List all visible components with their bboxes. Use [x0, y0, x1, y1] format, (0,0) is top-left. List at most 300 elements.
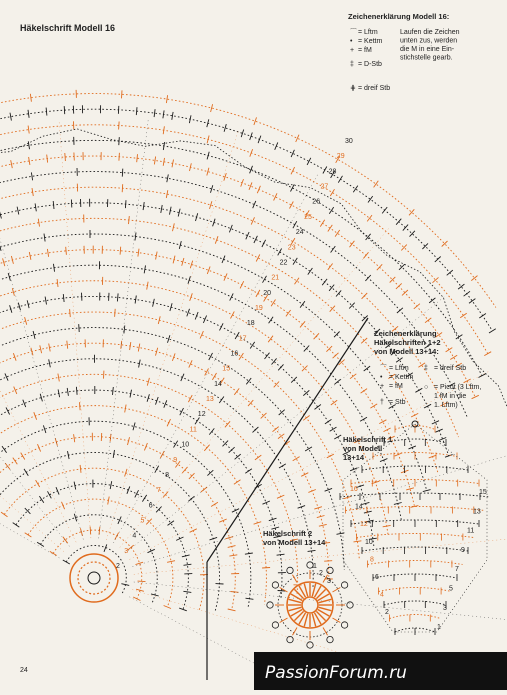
stitch-mark	[212, 373, 216, 380]
stitch-mark	[161, 205, 162, 213]
stitch-mark	[66, 247, 67, 255]
stitch-mark	[253, 201, 256, 208]
legend16-symbol: ⌒	[350, 28, 357, 36]
stitch-mark	[432, 421, 439, 424]
stitch-mark	[187, 309, 190, 317]
stitch-mark	[67, 341, 68, 349]
stitch-mark	[166, 95, 167, 103]
stitch-mark	[384, 428, 391, 432]
stitch-mark	[122, 90, 123, 98]
stitch-mark	[62, 502, 65, 509]
stitch-mark	[411, 413, 418, 417]
stitch-mark	[425, 318, 431, 323]
stitch-mark	[176, 537, 183, 540]
chart-round-30	[0, 94, 496, 308]
stitch-mark	[18, 303, 20, 311]
round-number: 27	[321, 184, 329, 191]
stitch-mark	[286, 310, 291, 316]
stitch-mark	[460, 313, 467, 318]
stitch-mark	[424, 404, 431, 408]
stitch-mark	[323, 167, 327, 174]
stitch-mark	[115, 309, 116, 317]
stitch-mark	[291, 167, 295, 174]
chart2-center-ring	[302, 597, 318, 613]
stitch-mark	[53, 201, 54, 209]
stitch-mark	[272, 358, 277, 364]
chart-round-19	[0, 265, 402, 521]
chart-round-6	[4, 468, 204, 611]
chart2-title-line: von Modell 13+14	[263, 538, 326, 547]
legend1314-label: = Kettm	[389, 374, 413, 381]
legend16-symbol: •	[350, 38, 353, 45]
stitch-mark	[47, 249, 48, 257]
stitch-mark	[308, 268, 313, 275]
round-number: 30	[345, 138, 353, 145]
legend1314-title-line: Zeichenerklärung	[374, 329, 437, 338]
stitch-mark	[14, 387, 17, 394]
stitch-mark	[135, 490, 139, 497]
stitch-mark	[154, 157, 155, 165]
legend16-symbol: ‡	[350, 61, 354, 68]
stitch-mark	[128, 545, 134, 550]
stitch-mark	[328, 225, 333, 232]
stitch-mark	[113, 450, 114, 458]
stitch-mark	[129, 216, 130, 224]
chart1-row-number: 6	[375, 574, 379, 581]
stitch-mark	[163, 158, 164, 166]
chart1-row-15	[384, 439, 446, 443]
stitch-mark	[219, 519, 226, 522]
stitch-mark	[251, 217, 254, 224]
stitch-mark	[305, 447, 312, 451]
stitch-mark	[228, 609, 236, 611]
fan-ray	[132, 453, 507, 567]
stitch-mark	[353, 186, 358, 193]
stitch-mark	[327, 454, 334, 458]
stitch-mark	[330, 427, 337, 431]
stitch-mark	[119, 153, 120, 161]
stitch-mark	[225, 421, 230, 427]
stitch-mark	[48, 491, 52, 498]
stitch-mark	[479, 374, 486, 378]
stitch-mark	[362, 293, 368, 299]
stitch-mark	[49, 359, 51, 367]
picot-icon	[267, 602, 273, 608]
stitch-mark	[278, 434, 284, 439]
stitch-mark	[361, 389, 368, 394]
stitch-mark	[47, 155, 48, 163]
stitch-mark	[120, 247, 121, 255]
stitch-mark	[124, 326, 125, 334]
fan-ray	[99, 117, 149, 538]
chart-round-28	[0, 125, 488, 354]
stitch-mark	[154, 109, 155, 117]
stitch-mark	[80, 402, 81, 410]
stitch-mark	[30, 94, 31, 102]
stitch-mark	[231, 311, 235, 318]
stitch-mark	[307, 158, 311, 165]
legend1314-symbol: ‡	[424, 365, 428, 372]
stitch-mark	[469, 299, 475, 304]
chart1-row-number: 16	[350, 486, 358, 493]
stitch-mark	[328, 264, 333, 270]
stitch-mark	[379, 420, 386, 424]
stitch-mark	[370, 404, 377, 408]
stitch-mark	[335, 379, 341, 384]
stitch-mark	[220, 323, 224, 330]
chart-1-model-13-14	[340, 421, 490, 635]
stitch-mark	[32, 188, 33, 196]
stitch-mark	[164, 606, 171, 609]
stitch-mark	[10, 113, 11, 121]
stitch-mark	[250, 342, 255, 349]
chart1-row-6	[368, 561, 463, 565]
stitch-mark	[172, 112, 173, 120]
stitch-mark	[366, 234, 371, 240]
stitch-mark	[155, 466, 159, 473]
fan-ray	[106, 131, 238, 540]
stitch-mark	[354, 541, 362, 542]
stitch-mark	[144, 265, 145, 273]
legend16-label: = fM	[358, 47, 372, 54]
stitch-mark	[479, 314, 486, 319]
legend1314-title-line: von Modell 13+14:	[374, 347, 439, 356]
stitch-mark	[180, 408, 184, 415]
chart1-row-13	[362, 466, 468, 470]
stitch-mark	[239, 353, 243, 360]
round-number: 12	[198, 411, 206, 418]
chart2-stitch	[304, 614, 307, 627]
round-number: 29	[337, 153, 345, 160]
stitch-mark	[168, 521, 175, 526]
stitch-mark	[382, 207, 387, 213]
legend1314-title-line: Häkelschriften 1+2	[374, 338, 441, 347]
chart-round-26	[0, 156, 475, 397]
stitch-mark	[293, 457, 300, 461]
picot-icon	[327, 636, 333, 642]
round-number: 14	[214, 381, 222, 388]
stitch-mark	[231, 592, 239, 593]
stitch-mark	[333, 353, 339, 358]
round-number: 3	[124, 548, 128, 555]
round-number: 23	[288, 244, 296, 251]
stitch-mark	[195, 418, 199, 425]
stitch-mark	[319, 524, 327, 526]
stitch-mark	[338, 176, 342, 183]
stitch-mark	[325, 419, 332, 424]
stitch-mark	[138, 249, 139, 257]
chart1-row-8	[357, 534, 474, 538]
chart-round-7	[0, 452, 220, 610]
stitch-mark	[331, 400, 337, 405]
stitch-mark	[458, 284, 464, 289]
stitch-mark	[246, 232, 249, 239]
stitch-mark	[211, 502, 218, 506]
round-number: 5	[141, 518, 145, 525]
picot-icon	[347, 602, 353, 608]
fan-ray	[113, 172, 319, 543]
stitch-mark	[125, 469, 127, 477]
fan-ray	[59, 121, 91, 538]
stitch-mark	[122, 184, 123, 192]
stitch-mark	[133, 423, 135, 431]
chart1-row-number: 12	[360, 521, 368, 528]
stitch-mark	[38, 444, 41, 451]
stitch-mark	[329, 285, 334, 291]
stitch-mark	[273, 427, 279, 432]
stitch-mark	[279, 464, 286, 468]
stitch-mark	[167, 561, 175, 563]
stitch-mark	[300, 321, 305, 327]
legend16-label: = Kettm	[358, 38, 382, 45]
stitch-mark	[331, 246, 336, 252]
stitch-mark	[63, 537, 68, 543]
chart2-round-number: 2	[319, 570, 323, 577]
round-number: 6	[149, 502, 153, 509]
stitch-mark	[188, 496, 194, 501]
chart2-stitch	[289, 607, 302, 610]
chart2-stitch	[280, 618, 288, 623]
chart1-row-number: 5	[449, 586, 453, 593]
round-number: 19	[255, 305, 263, 312]
stitch-mark	[300, 301, 305, 307]
stitch-mark	[450, 355, 457, 359]
round-number: 13	[206, 396, 214, 403]
fan-ray	[120, 228, 389, 548]
stitch-mark	[45, 297, 46, 305]
fan-ray	[0, 179, 76, 542]
stitch-mark	[21, 453, 25, 460]
stitch-mark	[396, 358, 403, 363]
main-chart-title: Häkelschrift Modell 16	[20, 23, 115, 33]
stitch-mark	[113, 387, 114, 395]
legend1314-label: = dreif Stb	[434, 365, 466, 372]
stitch-mark	[335, 230, 340, 237]
stitch-mark	[255, 455, 261, 460]
round-number: 28	[329, 168, 337, 175]
stitch-mark	[274, 193, 277, 200]
stitch-mark	[12, 288, 14, 296]
stitch-mark	[63, 294, 64, 302]
stitch-mark	[234, 388, 239, 394]
stitch-mark	[117, 293, 118, 301]
stitch-mark	[125, 200, 126, 208]
stitch-mark	[13, 523, 20, 528]
stitch-mark	[13, 458, 17, 465]
chart1-title-line: von Modell	[343, 444, 382, 453]
fan-ray	[0, 293, 64, 552]
stitch-mark	[256, 290, 260, 297]
chart1-row-number: 13	[473, 508, 481, 515]
stitch-mark	[135, 233, 136, 241]
stitch-mark	[349, 303, 355, 309]
fan-ray	[0, 230, 70, 546]
chart-round-20	[0, 250, 414, 507]
stitch-mark	[183, 591, 191, 592]
stitch-mark	[397, 308, 403, 313]
picot-icon	[341, 582, 347, 588]
picot-icon	[327, 567, 333, 573]
chart1-row-number: 1	[437, 624, 441, 631]
stitch-mark	[278, 249, 282, 256]
stitch-mark	[303, 416, 309, 421]
stitch-mark	[308, 550, 316, 551]
stitch-mark	[219, 397, 224, 404]
stitch-mark	[257, 186, 260, 193]
stitch-mark	[232, 509, 239, 513]
stitch-mark	[291, 150, 294, 157]
stitch-mark	[464, 291, 470, 296]
stitch-mark	[234, 480, 241, 484]
stitch-mark	[5, 373, 8, 380]
stitch-mark	[167, 174, 169, 182]
legend16-note-line: Laufen die Zeichen	[400, 29, 460, 36]
stitch-mark	[472, 395, 479, 398]
page-number: 24	[20, 667, 28, 674]
stitch-mark	[411, 506, 419, 508]
stitch-mark	[67, 388, 68, 396]
stitch-mark	[211, 104, 213, 112]
stitch-mark	[446, 348, 453, 352]
chart1-title-line: 13+14	[343, 453, 365, 462]
round-number: 24	[296, 229, 304, 236]
stitch-mark	[79, 324, 80, 332]
stitch-mark	[415, 388, 422, 392]
stitch-mark	[254, 236, 258, 243]
chart1-row-number: 9	[461, 547, 465, 554]
picot-icon	[307, 642, 313, 648]
fan-ray	[0, 142, 83, 539]
stitch-mark	[167, 419, 170, 426]
stitch-mark	[409, 209, 414, 215]
stitch-mark	[245, 553, 253, 554]
fan-outer-edge	[0, 129, 507, 690]
stitch-mark	[39, 496, 43, 503]
stitch-mark	[235, 454, 241, 459]
chart2-stitch	[319, 599, 332, 602]
chart1-row-7	[362, 547, 468, 551]
main-crochet-chart	[0, 90, 507, 690]
stitch-mark	[11, 160, 13, 168]
stitch-mark	[188, 395, 192, 402]
round-number: 9	[173, 457, 177, 464]
chart1-row-number: 4	[380, 592, 384, 599]
chart-round-10	[0, 406, 266, 605]
chart-round-2	[53, 530, 142, 599]
stitch-mark	[28, 126, 29, 134]
legend16-title: Zeichenerklärung Modell 16:	[348, 12, 449, 21]
legend1314-label: 1 fM in die	[434, 393, 466, 400]
stitch-mark	[414, 304, 420, 309]
stitch-mark	[29, 157, 30, 165]
stitch-mark	[209, 353, 213, 360]
round-number: 21	[271, 275, 279, 282]
stitch-mark	[164, 400, 167, 407]
stitch-mark	[464, 379, 471, 383]
stitch-mark	[35, 203, 36, 211]
stitch-mark	[245, 469, 252, 474]
stitch-mark	[138, 581, 146, 582]
legend1314-label: = fM	[389, 383, 403, 390]
stitch-mark	[130, 342, 131, 350]
stitch-mark	[291, 184, 295, 191]
stitch-mark	[484, 352, 491, 356]
round-number: 2	[116, 563, 120, 570]
stitch-mark	[38, 219, 39, 227]
round-number: 7	[157, 487, 161, 494]
stitch-mark	[163, 492, 168, 498]
stitch-mark	[70, 309, 71, 317]
round-number: 16	[231, 351, 239, 358]
stitch-mark	[122, 169, 123, 177]
stitch-mark	[295, 278, 300, 285]
stitch-mark	[350, 241, 355, 247]
stitch-mark	[423, 490, 431, 492]
round-number: 8	[165, 472, 169, 479]
stitch-mark	[229, 225, 232, 233]
stitch-mark	[115, 533, 119, 540]
stitch-mark	[201, 487, 207, 492]
legend16-label: = dreif Stb	[358, 85, 390, 92]
stitch-mark	[74, 434, 75, 442]
stitch-mark	[135, 296, 136, 304]
round-number: 25	[304, 214, 312, 221]
stitch-mark	[184, 564, 192, 565]
stitch-mark	[229, 447, 235, 453]
stitch-mark	[50, 551, 57, 555]
legend-model-13-14	[374, 329, 481, 409]
stitch-mark	[436, 333, 443, 338]
stitch-mark	[253, 427, 259, 432]
stitch-mark	[290, 202, 294, 209]
picot-icon	[272, 582, 278, 588]
stitch-mark	[28, 141, 29, 149]
legend1314-label: = Picot (3 Lftm,	[434, 384, 481, 391]
stitch-mark	[207, 267, 210, 275]
chart1-row-number: 10	[365, 539, 373, 546]
round-number: 11	[190, 426, 197, 433]
stitch-mark	[277, 554, 285, 555]
stitch-mark	[320, 220, 324, 227]
legend16-note-line: stichstelle gearb.	[400, 55, 453, 62]
chart2-stitch	[304, 584, 307, 597]
chart1-row-number: 15	[479, 489, 487, 496]
stitch-mark	[210, 201, 212, 209]
stitch-mark	[63, 560, 70, 564]
stitch-mark	[133, 597, 140, 601]
legend16-label: = Lftm	[358, 29, 378, 36]
stitch-mark	[148, 549, 155, 552]
stitch-mark	[44, 234, 45, 242]
stitch-mark	[118, 517, 121, 524]
stitch-mark	[119, 122, 120, 130]
stitch-mark	[324, 561, 332, 562]
legend1314-symbol: •	[380, 374, 383, 381]
stitch-mark	[489, 329, 496, 333]
legend16-note-line: die M in eine Ein-	[400, 46, 455, 53]
stitch-mark	[277, 495, 284, 498]
stitch-mark	[54, 264, 55, 272]
stitch-mark	[246, 598, 254, 599]
legend1314-label: = Lftm	[389, 365, 409, 372]
stitch-mark	[364, 366, 370, 371]
stitch-mark	[25, 533, 32, 537]
stitch-mark	[136, 562, 144, 564]
round-number: 4	[132, 533, 136, 540]
round-number: 18	[247, 320, 255, 327]
stitch-mark	[110, 481, 112, 489]
chart2-stitch	[319, 607, 332, 610]
